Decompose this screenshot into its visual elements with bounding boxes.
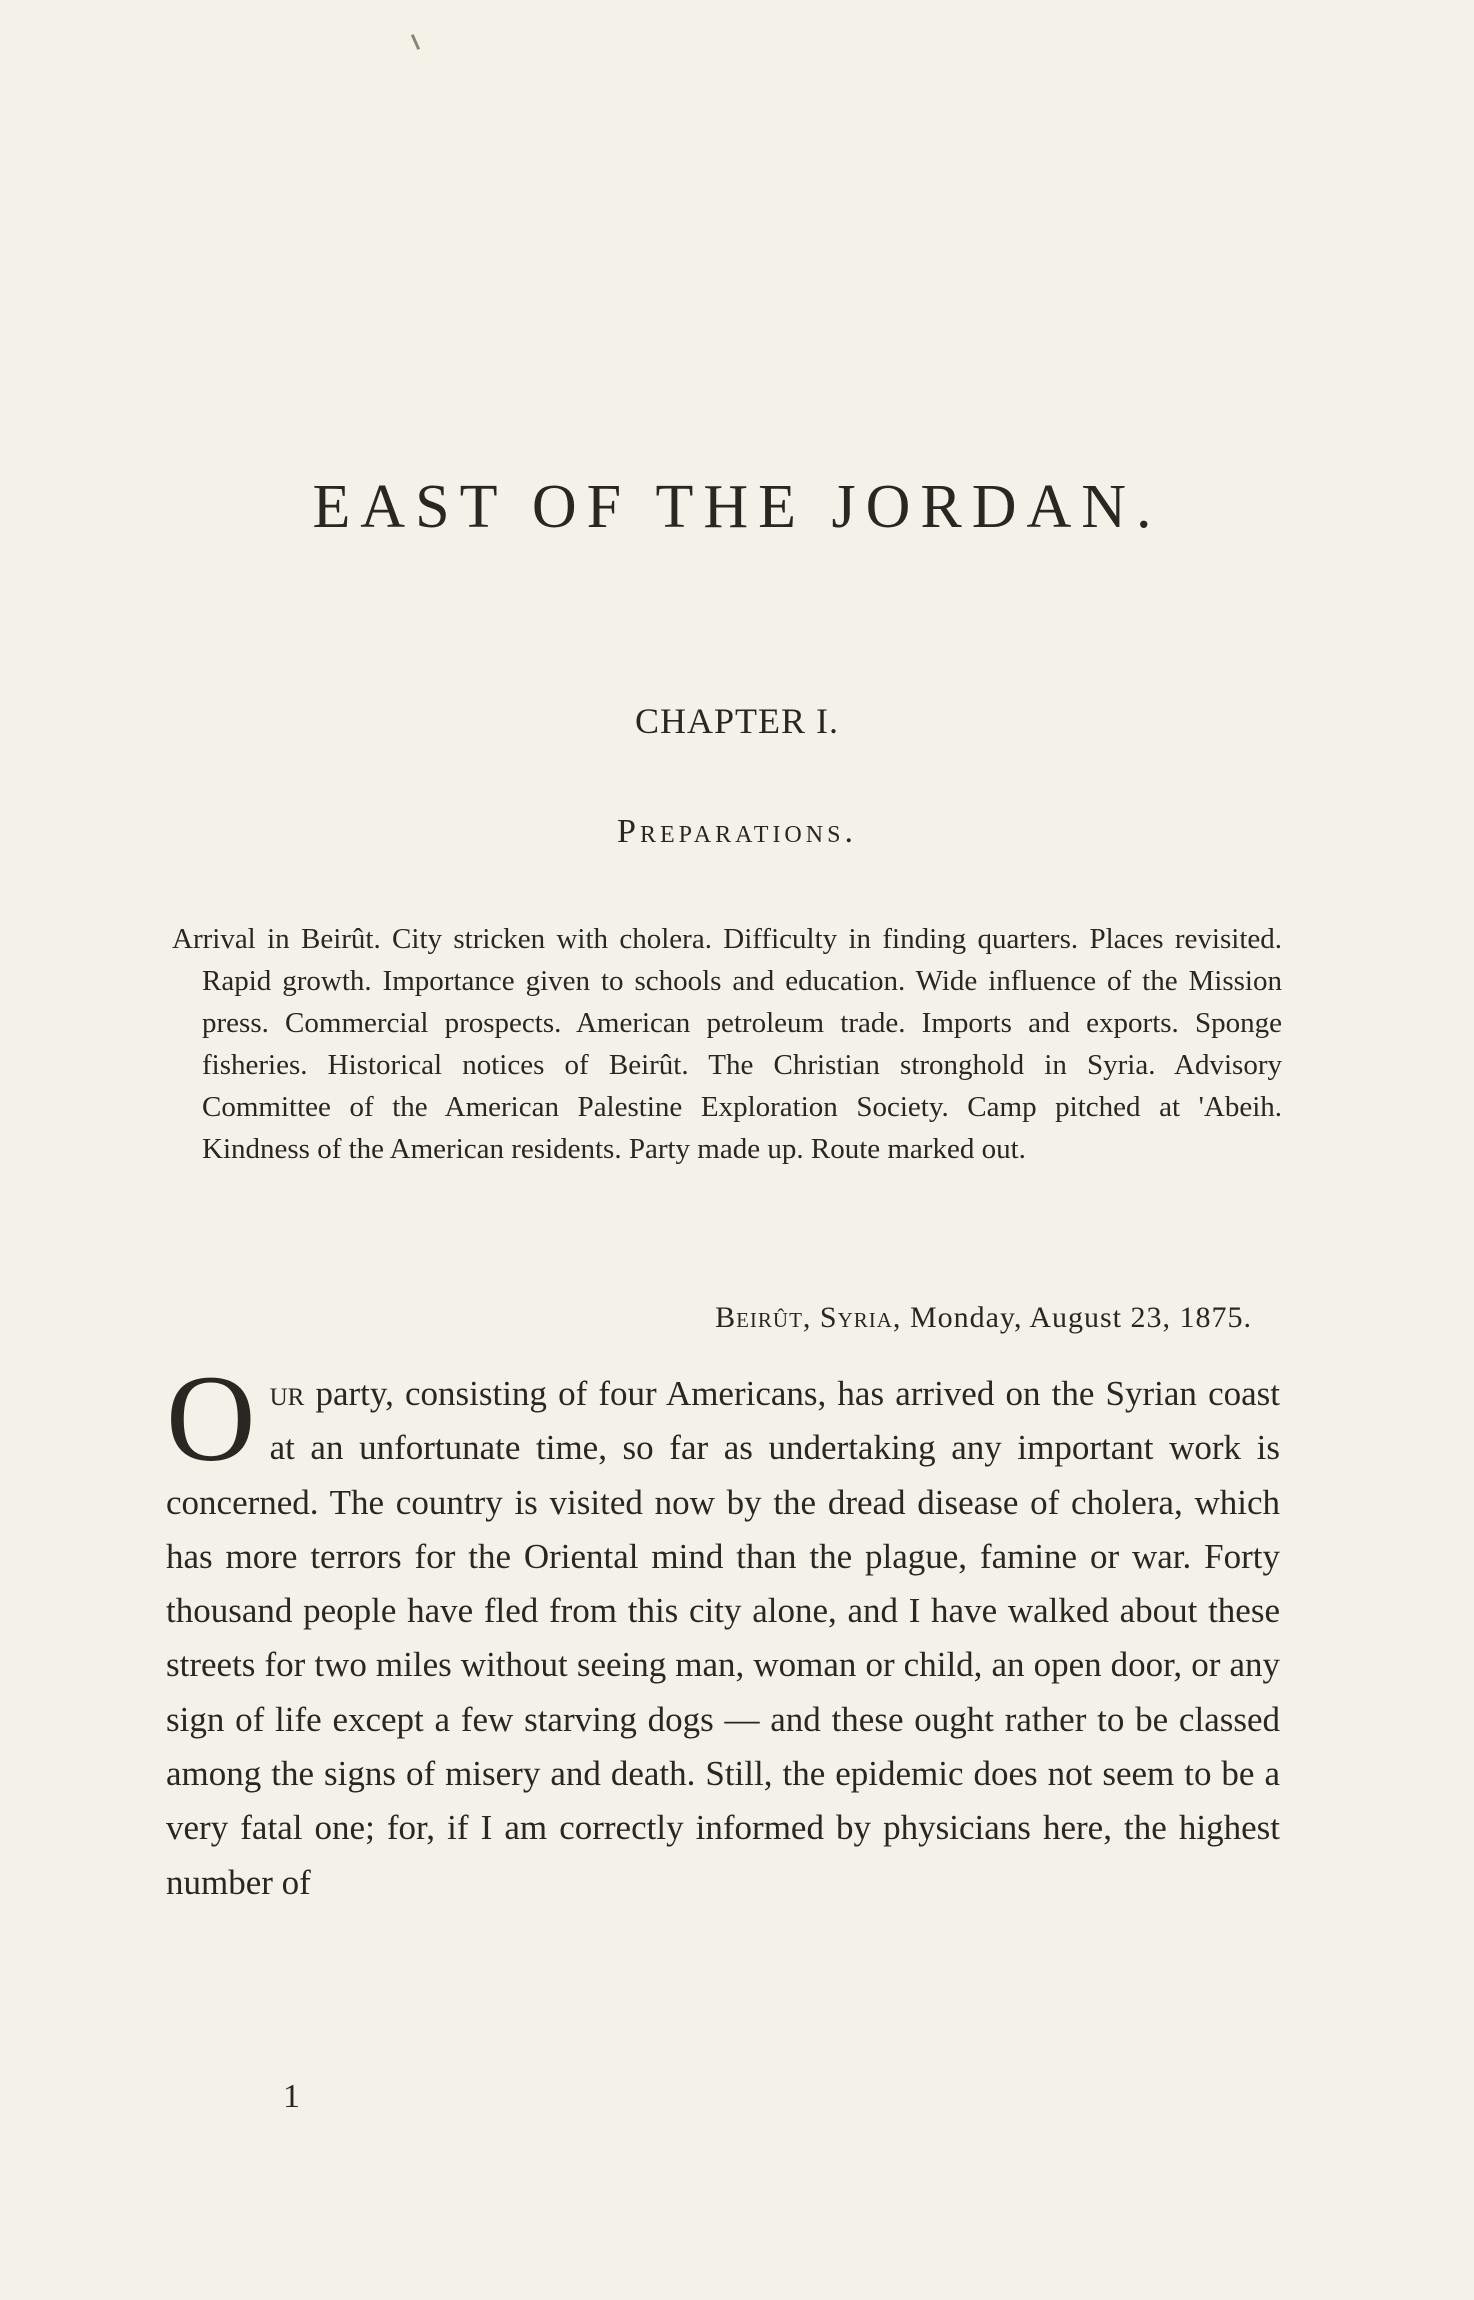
dateline-place: Beirût, Syria, (715, 1301, 902, 1334)
book-title: EAST OF THE JORDAN. (312, 473, 1162, 541)
body-paragraph (166, 1350, 1280, 1910)
drop-cap: O (166, 1350, 256, 1487)
body-text: party, consisting of four Americans, has arrived on the Syrian coast at an unfortunate time, so far as undertaking any important work is concerned. The country is visited now by the dread disease of cholera, which has more terrors for the Oriental mind than the plague, famine or war. Forty thousand people have fled from this city alone, and I have walked about these streets for two miles without seeing man, woman or child, an open door, or any sign of life except a few starving dogs — and these ought rather to be classed among the signs of misery and death. Still, the epidemic does not seem to be a very fatal one; for, if I am correctly informed by physicians here, the highest number of (166, 1374, 1280, 1902)
chapter-title: Preparations. (617, 813, 857, 850)
chapter-number: CHAPTER I. (634, 701, 839, 741)
dateline-date: Monday, August 23, 1875. (909, 1301, 1252, 1334)
dateline (715, 1301, 1252, 1335)
opening-words: ur (269, 1374, 305, 1413)
page-number: 1 (283, 2078, 300, 2115)
scan-speck (411, 34, 420, 50)
chapter-synopsis: Arrival in Beirût. City stricken with cholera. Difficulty in finding quarters. Places revisited. Rapid growth. Importance given to schools and education. Wide influence of the Mission press. Commercial prospects. American petroleum trade. Imports and exports. Sponge fisheries. Historical notices of Beirût. The Christian stronghold in Syria. Advisory Committee of the American Palestine Exploration Society. Camp pitched at 'Abeih. Kindness of the American residents. Party made up. Route marked out. (172, 923, 1282, 1165)
